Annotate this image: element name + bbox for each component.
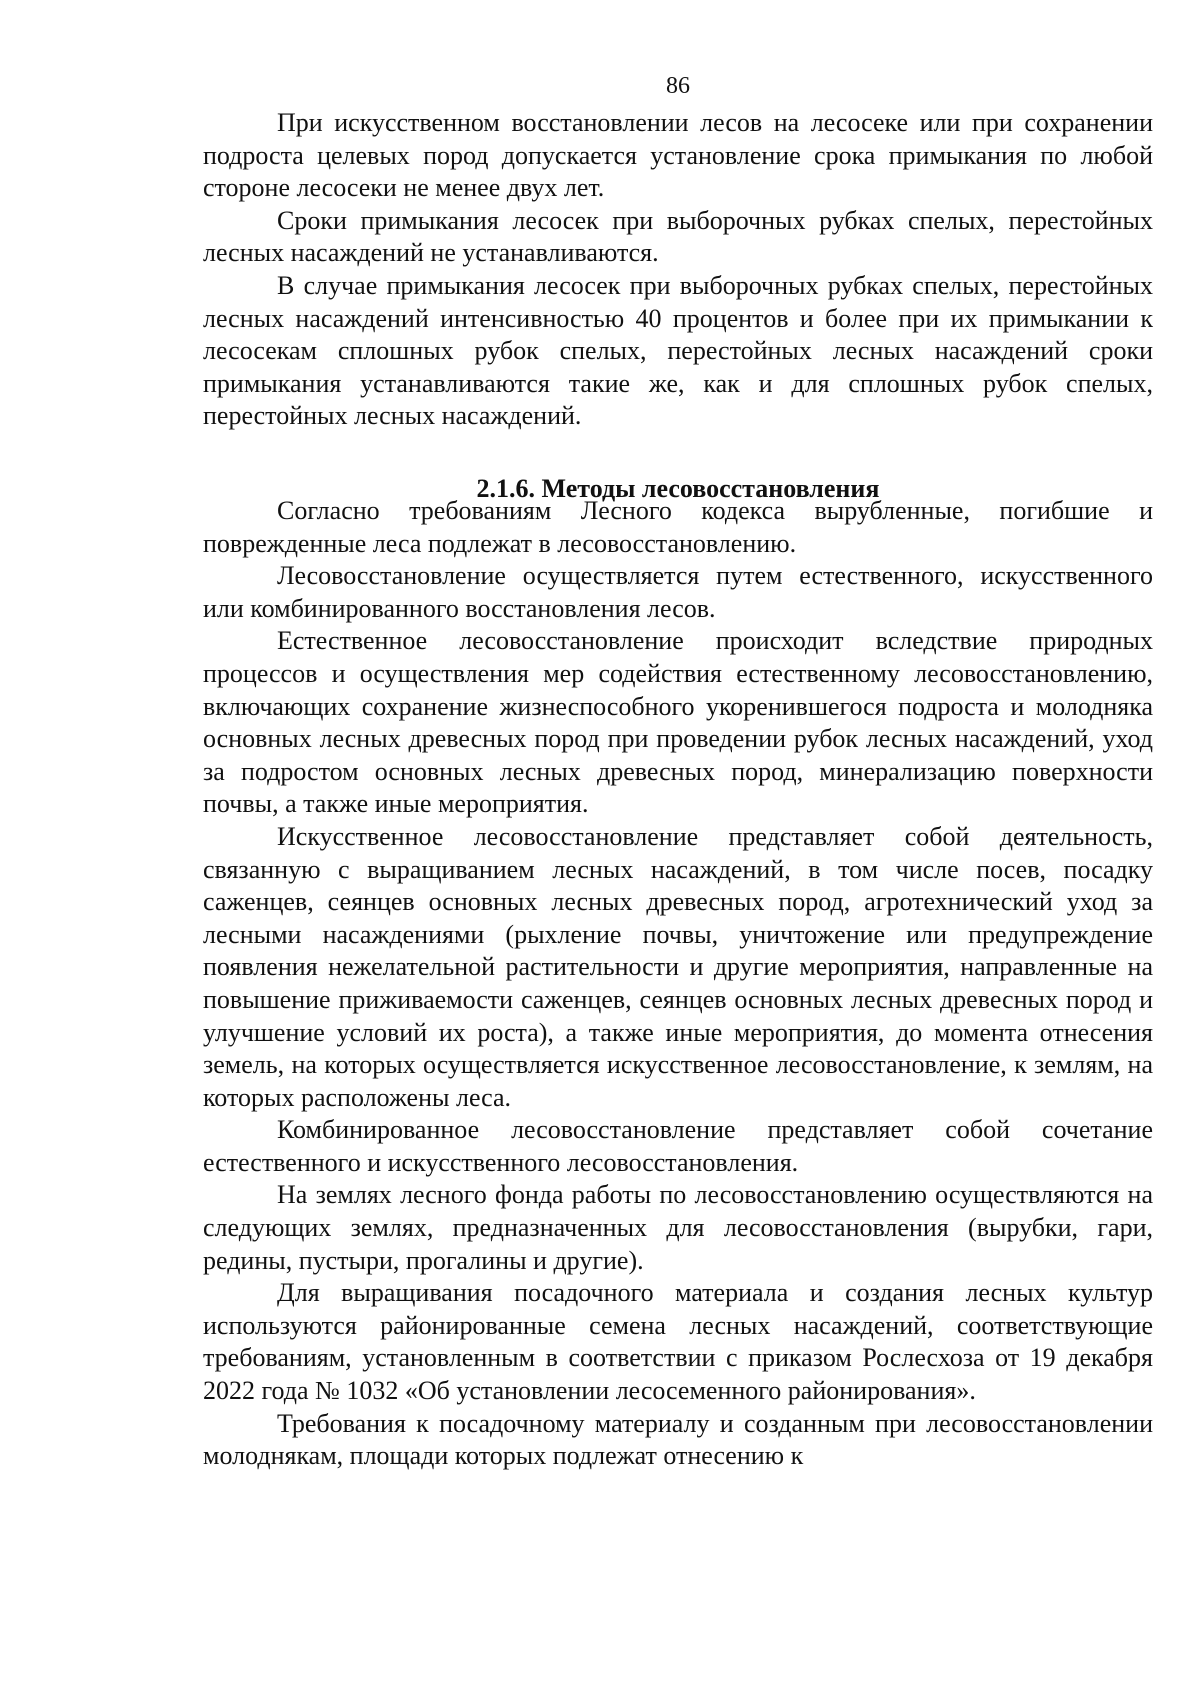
page-number: 86 xyxy=(666,73,690,99)
paragraph: При искусственном восстановлении лесов на лесосеке или при сохранении подроста целевых пород допускается установление срока примыкания по любой стороне лесосеки не менее двух лет. xyxy=(203,108,1153,203)
paragraph: Для выращивания посадочного материала и создания лесных культур используются районированные семена лесных насаждений, соответствующие требованиям, установленным в соответствии с приказом Рослесхоза от 19 декабря 2022 года № 1032 «Об установлении лесосеменного районирования». xyxy=(203,1278,1153,1406)
paragraph: Согласно требованиям Лесного кодекса вырубленные, погибшие и поврежденные леса подлежат в лесовосстановлению. xyxy=(203,496,1153,558)
paragraph: Лесовосстановление осуществляется путем естественного, искусственного или комбинированного восстановления лесов. xyxy=(203,561,1153,623)
paragraph: Естественное лесовосстановление происходит вследствие природных процессов и осуществления мер содействия естественному лесовосстановлению, включающих сохранение жизнеспособного укоренившегося подроста и молодняка основных лесных древесных пород при проведении рубок лесных насаждений, уход за подростом основных лесных древесных пород, минерализацию поверхности почвы, а также иные мероприятия. xyxy=(203,626,1153,819)
paragraph: Комбинированное лесовосстановление представляет собой сочетание естественного и искусственного лесовосстановления. xyxy=(203,1115,1153,1177)
paragraph: Требования к посадочному материалу и созданным при лесовосстановлении молоднякам, площади которых подлежат отнесению к xyxy=(203,1408,1153,1471)
section-heading: 2.1.6. Методы лесовосстановления xyxy=(476,474,880,503)
paragraph: Искусственное лесовосстановление представляет собой деятельность, связанную с выращиванием лесных насаждений, в том числе посев, посадку саженцев, сеянцев основных лесных древесных пород, агротехнический уход за лесными насаждениями (рыхление почвы, уничтожение или предупреждение появления нежелательной растительности и другие мероприятия, направленные на повышение приживаемости саженцев, сеянцев основных лесных древесных пород и улучшение условий их роста), а также иные мероприятия, до момента отнесения земель, на которых осуществляется искусственное лесовосстановление, к землям, на которых расположены леса. xyxy=(203,821,1153,1112)
paragraph: Сроки примыкания лесосек при выборочных рубках спелых, перестойных лесных насаждений не устанавливаются. xyxy=(203,205,1153,268)
paragraph: На землях лесного фонда работы по лесовосстановлению осуществляются на следующих землях, предназначенных для лесовосстановления (вырубки, гари, редины, пустыри, прогалины и другие). xyxy=(203,1180,1153,1275)
paragraph: В случае примыкания лесосек при выборочных рубках спелых, перестойных лесных насаждений интенсивностью 40 процентов и более при их примыкании к лесосекам сплошных рубок спелых, перестойных лесных насаждений сроки примыкания устанавливаются такие же, как и для сплошных рубок спелых, перестойных лесных насаждений. xyxy=(203,270,1153,431)
text-block-felling-terms xyxy=(203,107,1153,433)
text-block-reforestation-methods xyxy=(203,495,1153,1473)
